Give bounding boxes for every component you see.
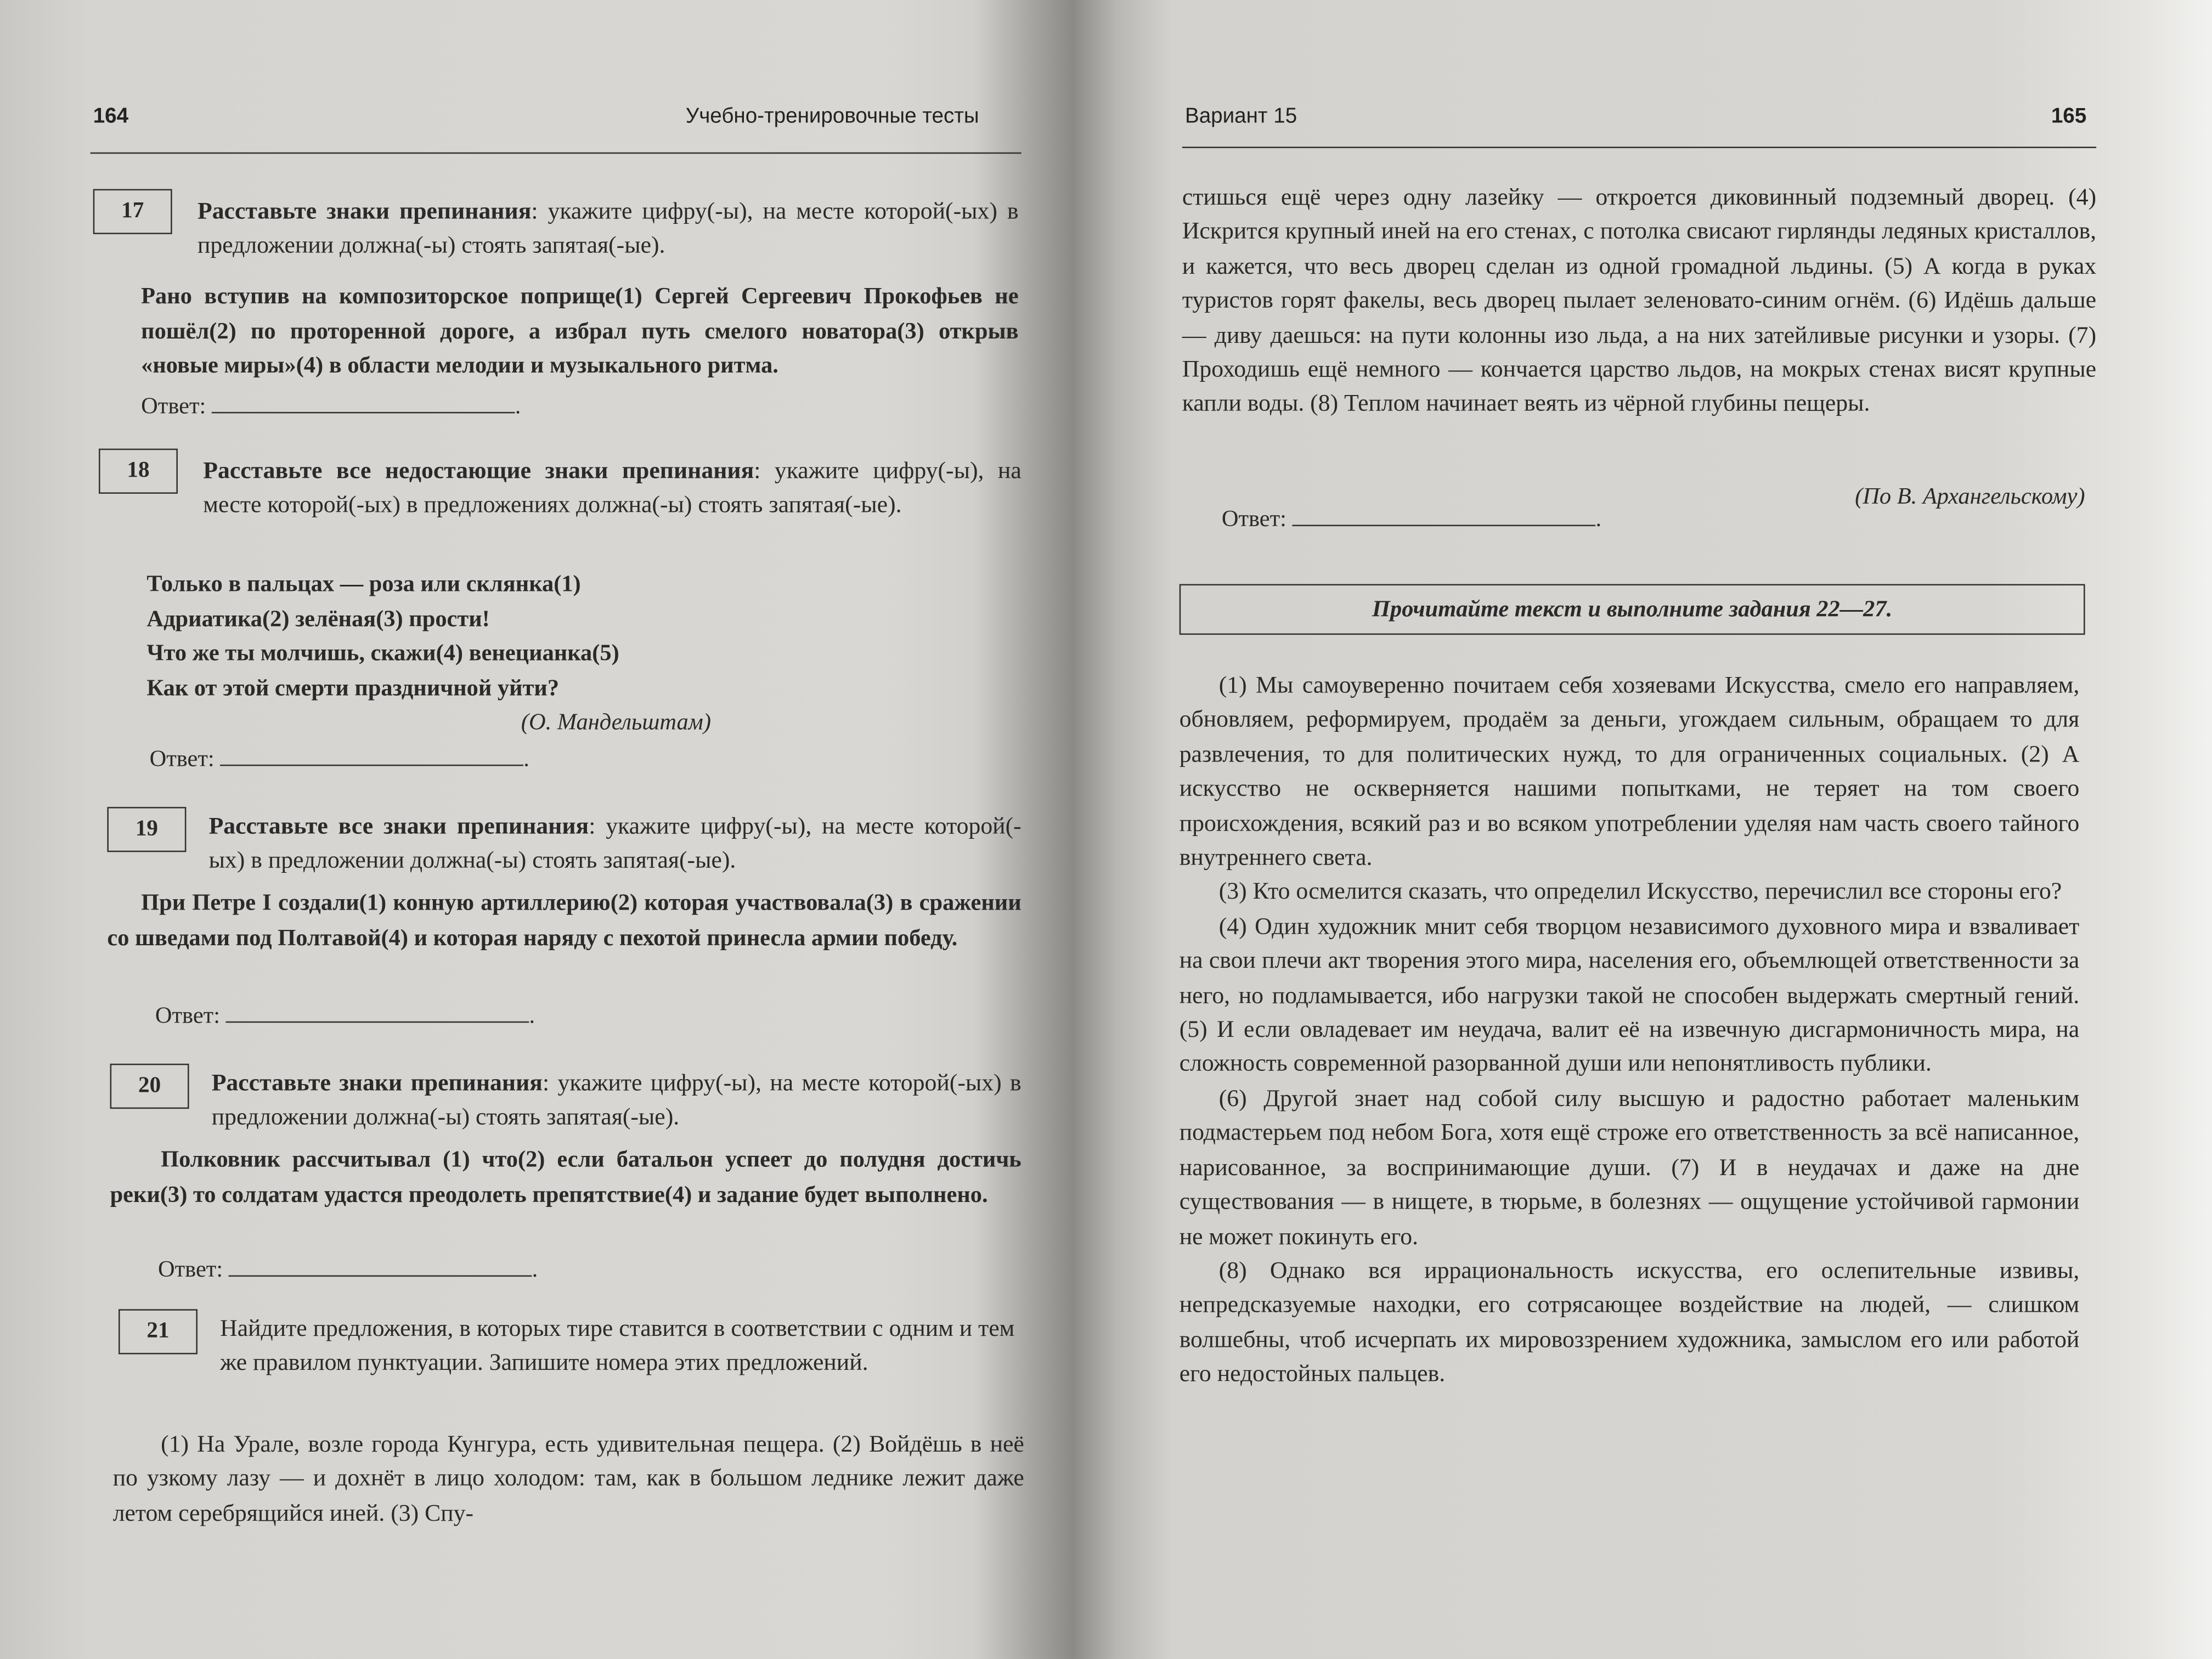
- task-21-continuation: стишься ещё через одну лазейку — откроется диковинный подземный дворец. (4) Искрится крупный иней на его стенах, с потолка свисают гирлянды ледяных кристаллов, и кажется, что весь дворец сделан из одной громадной льдины. (5) А когда в руках туристов горят факелы, весь дворец пылает зеленовато-синим огнём. (6) Идёшь дальше — диву даешься: на пути колонны изо льда, а на них затейливые рисунки и узоры. (7) Проходишь ещё немного — кончается царство льдов, на мокрых стенах висят крупные капли воды. (8) Теплом начинает веять из чёрной глубины пещеры.: [1182, 183, 2097, 417]
- task-instruction: Расставьте знаки препинания: укажите цифру(-ы), на месте которой(-ых) в предложении должна(-ы) стоять запятая(-ые).: [211, 1069, 1022, 1130]
- poem-line: Адриатика(2) зелёная(3) прости!: [146, 604, 490, 631]
- task-instruction: Расставьте знаки препинания: укажите цифру(-ы), на месте которой(-ых) в предложении должна(-ы) стоять запятая(-ые).: [197, 197, 1019, 258]
- task-instruction: Найдите предложения, в которых тире ставится в соответствии с одним и тем же правилом пунктуации. Запишите номера этих предложений.: [220, 1314, 1015, 1376]
- task-text: При Петре I создали(1) конную артиллерию(2) которая участвовала(3) в сражении со шведами под Полтавой(4) и которая наряду с пехотой принесла армии победу.: [107, 888, 1022, 950]
- section-banner: Прочитайте текст и выполните задания 22—27.: [1180, 584, 2085, 635]
- answer-field[interactable]: Ответ: .: [157, 1255, 538, 1283]
- task-text: Рано вступив на композиторское поприще(1) Сергей Сергеевич Прокофьев не пошёл(2) по проторенной дороге, а избрал путь смелого новатора(3) открыв «новые миры»(4) в области мелодии и музыкального ритма.: [141, 282, 1019, 379]
- task-instruction: Расставьте все недостающие знаки препинания: укажите цифру(-ы), на месте которой(-ых) в предложениях должна(-ы) стоять запятая(-ые).: [203, 457, 1022, 518]
- answer-field[interactable]: Ответ: .: [149, 744, 529, 772]
- right-page: [1128, 0, 2116, 1659]
- answer-field[interactable]: Ответ: .: [141, 392, 521, 419]
- running-title: Вариант 15: [1184, 104, 1297, 128]
- paragraph: (6) Другой знает над собой силу высшую и радостно работает маленьким подмастерьем под небом Бога, хотя ещё строже его ответственность за всё написанное, нарисованное, за воспринимающие души. (7) И в неудачах и даже на дне существования — в нищете, в тюрьме, в болезнях — ощущение устойчивой гармонии не может покинуть его.: [1179, 1085, 2080, 1249]
- answer-field[interactable]: Ответ: .: [1221, 505, 1602, 532]
- running-title: Учебно-тренировочные тесты: [685, 104, 979, 128]
- poem: [146, 567, 964, 740]
- task-number: 17: [93, 189, 172, 234]
- task-number: 18: [99, 449, 178, 494]
- task-text: (1) На Урале, возле города Кунгура, есть удивительная пещера. (2) Войдёшь в неё по узкому лазу — и дохнёт в лицо холодом: там, как в большом леднике лежит даже летом серебрящийся иней. (3) Спу-: [112, 1430, 1024, 1526]
- paragraph: (4) Один художник мнит себя творцом независимого духовного мира и взваливает на свои плечи акт творения этого мира, населения его, объемлющей ответственности за него, но подламывается, ибо нагрузки такой не способен выдержать смертный гений. (5) И если овладевает им неудача, валит её на извечную дисгармоничность мира, на сложность современной разорванной души или непонятливость публики.: [1179, 912, 2080, 1077]
- page-number: 164: [93, 104, 129, 128]
- poem-line: Что же ты молчишь, скажи(4) венецианка(5): [146, 639, 619, 666]
- page-number: 165: [2051, 104, 2087, 128]
- task-number: 20: [110, 1064, 189, 1109]
- task-text: Полковник рассчитывал (1) что(2) если батальон успеет до полудня достичь реки(3) то солдатам удастся преодолеть препятствие(4) и задание будет выполнено.: [110, 1145, 1022, 1207]
- paragraph: (8) Однако вся иррациональность искусства, его ослепительные извивы, непредсказуемые находки, его сотрясающее воздействие на людей, — слишком волшебны, чтоб исчерпать их мировоззрением художника, замыслом его или работой его недостойных пальцев.: [1179, 1256, 2080, 1387]
- reading-text: [1180, 669, 2080, 1392]
- poem-source: (О. Мандельштам): [521, 708, 711, 735]
- task-instruction: Расставьте все знаки препинания: укажите цифру(-ы), на месте которой(-ых) в предложении должна(-ы) стоять запятая(-ые).: [208, 812, 1022, 873]
- paragraph: (3) Кто осмелится сказать, что определил Искусство, перечислил все стороны его?: [1218, 878, 2062, 905]
- text-source: (По В. Архангельскому): [1855, 482, 2085, 510]
- paragraph: (1) Мы самоуверенно почитаем себя хозяевами Искусства, смело его направляем, обновляем, реформируем, продаём за деньги, угождаем сильным, обращаем то для развлечения, то для политических нужд, то для ограниченных социальных. (2) А искусство не оскверняется нашими попытками, не теряет на том своего происхождения, всякий раз и во всяком употреблении уделяя нам часть своего тайного внутреннего света.: [1179, 671, 2080, 871]
- left-page: [0, 0, 1051, 1659]
- header-rule: [91, 153, 1022, 154]
- poem-line: Как от этой смерти праздничной уйти?: [146, 673, 560, 701]
- task-number: 19: [107, 807, 186, 852]
- answer-field[interactable]: Ответ: .: [155, 1001, 535, 1029]
- task-number: 21: [119, 1309, 198, 1354]
- poem-line: Только в пальцах — роза или склянка(1): [146, 569, 581, 597]
- header-rule: [1182, 146, 2096, 148]
